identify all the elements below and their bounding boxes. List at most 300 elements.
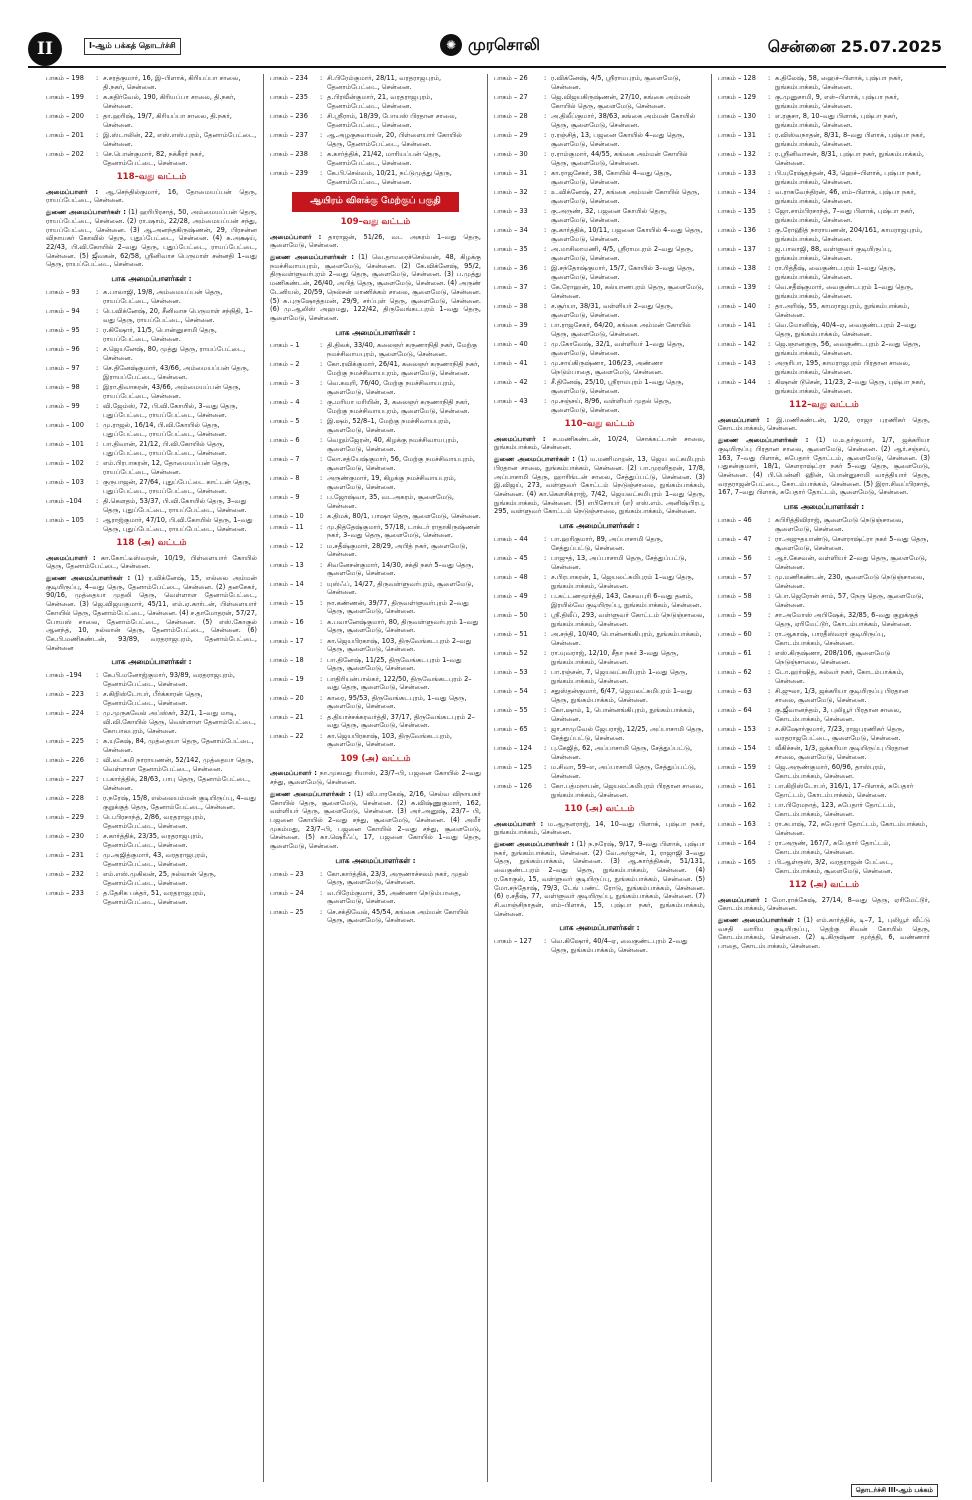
booth-code: பாகம் – 48 [494, 572, 528, 581]
dateline: சென்னை 25.07.2025 [767, 37, 942, 56]
section-subheading: பாக அமைப்பாளர்கள் : [335, 855, 416, 865]
booth-code: பாகம் – 226 [46, 755, 84, 764]
booth-assignee: இ.ஸ்டாலின், 22, எஸ்.எஸ்.புரம், தேனாம்பேட்டை, சென்னை. [103, 131, 257, 148]
booth-assignee: ச.கார்த்திக், 23/35, வரதராஜபுரம், தேனாம்பேட்டை, சென்னை. [103, 831, 204, 849]
booth-entry [718, 573, 930, 590]
booth-code: பாகம் – 63 [718, 686, 752, 695]
booth-code: பாகம் – 202 [46, 150, 84, 158]
booth-assignee: டோ.ஹர்ஷித், சுல்வர் நகர், கோடம்பாக்கம், சென்னை. [775, 667, 904, 685]
booth-assignee: ச.ஜெயனேஷ், 80, முத்து தெரு, ராயப்பேட்டை, சென்னை. [103, 344, 246, 362]
separator: : [320, 712, 323, 721]
booth-code: பாகம் – 165 [718, 857, 756, 866]
separator: : [768, 150, 771, 158]
booth-entry [270, 474, 481, 491]
booth-code: பாகம் – 25 [270, 907, 304, 916]
booth-assignee: ஜெ.ஞானகுரு, 56, வைகுண்டபுரம் 2–வது தெரு, நுங்கம்பாக்கம், சென்னை. [775, 340, 921, 357]
booth-assignee: மு.கோவேஷ், 32/1, வள்ளியர் 1–வது தெரு, சூளைமேடு, சென்னை. [551, 340, 685, 357]
booth-entry [46, 150, 257, 167]
booth-assignee: பா.திவான், 21/12, பி.வி.கோயில் தெரு, புதுப்பேட்டை, ராயப்பேட்டை, சென்னை. [103, 439, 227, 457]
booth-entry [718, 264, 930, 281]
separator: : [544, 667, 547, 676]
separator: : [768, 667, 771, 676]
booth-entry [46, 112, 257, 129]
booth-code: பாகம் – 36 [494, 264, 528, 272]
booth-entry [46, 345, 257, 362]
booth-assignee: வீகிச்சன், 1/3, ஜக்கரியா குடியிருப்பு பிரதான சாலை, சூளைமேடு, சென்னை. [775, 743, 909, 761]
role-details: சு.மணிகண்டன், 10/24, சொக்கட்டான் சாலை, நுங்கம்பாக்கம், சென்னை. [494, 434, 705, 452]
booth-code: பாகம் – 65 [494, 724, 528, 733]
booth-code: பாகம் –104 [46, 496, 82, 505]
booth-entry [46, 756, 257, 773]
booth-code: பாகம் – 96 [46, 344, 80, 353]
booth-code: பாகம் – 46 [718, 515, 752, 524]
booth-assignee: கிஷான் டூசென், 11/23, 2–வது தெரு, புஷ்பா நகர், நுங்கம்பாக்கம், சென்னை. [775, 378, 926, 395]
separator: : [320, 493, 323, 502]
booth-entry [718, 112, 930, 129]
booth-entry [270, 493, 481, 510]
booth-assignee: சி.ஜுலா, 1/3, ஜக்கரியா குடியிருப்பு பிரதான சாலை, சூளைமேடு, சென்னை. [775, 686, 909, 704]
separator: : [768, 781, 771, 790]
separator: : [768, 515, 771, 524]
separator: : [544, 553, 547, 562]
booth-assignee: வெறும்ஜேரன், 40, கிழக்கு நமச்சிவாயபுரம், சூளைமேடு, சென்னை. [327, 436, 459, 454]
booth-code: பாகம் – 95 [46, 325, 80, 334]
booth-assignee: ர.ராம்குமார், 44/55, கங்கை அம்மன் கோயில் தெரு, சூளைமேடு, சென்னை. [551, 150, 688, 167]
booth-assignee: அ.திலீப்குமார், 38/63, கங்கை அம்மன் கோயில் தெரு, சூளைமேடு, சென்னை. [551, 112, 696, 129]
booth-code: பாகம் – 62 [718, 667, 752, 676]
booth-entry [270, 417, 481, 434]
separator: : [768, 857, 771, 866]
booth-code: பாகம் – 200 [46, 112, 84, 120]
ward-heading: 118 (அ) வட்டம் [116, 538, 187, 549]
booth-entry [718, 839, 930, 856]
separator: : [544, 648, 547, 657]
separator: : [544, 207, 547, 215]
booth-assignee: ரா.ரித்தீஷ், வைகுண்டபுரம் 1–வது தெரு, நுங்கம்பாக்கம், சென்னை. [775, 264, 896, 281]
booth-entry [270, 150, 481, 167]
separator: : [544, 112, 547, 120]
booth-entry [718, 150, 930, 167]
booth-code: பாகம் – 44 [494, 534, 528, 543]
organiser-paragraph [718, 436, 930, 497]
booth-code: பாகம் – 229 [46, 812, 84, 821]
booth-assignee: உ.விக்னேஷ், 27, கங்கை அம்மன் கோயில் தெரு, சூளைமேடு, சென்னை. [551, 188, 700, 205]
booth-entry [718, 188, 930, 205]
separator: : [96, 344, 99, 353]
booth-code: பாகம் – 12 [270, 541, 304, 550]
booth-assignee: வி.ஜேம்ஸ், 72, பி.வி.கோயில், 3–வது தெரு, புதுப்பேட்டை, ராயப்பேட்டை, சென்னை. [103, 401, 238, 419]
booth-entry [270, 908, 481, 925]
booth-entry [494, 131, 705, 148]
booth-assignee: ப.ஜோஷ்வா, 35, வடஅகரம், சூளைமேடு, சென்னை. [327, 493, 455, 511]
booth-assignee: த.தேசிக பக்தர், 51, வரதராஜபுரம், தேனாம்பேட்டை, சென்னை. [103, 888, 206, 906]
booth-code: பாகம் – 40 [494, 340, 528, 348]
separator: : [96, 363, 99, 372]
booth-assignee: க.திலேஷ், 58, ஹைச்–பிளாக், புஷ்பா நகர், நுங்கம்பாக்கம், சென்னை. [775, 74, 903, 91]
separator: : [96, 709, 99, 718]
booth-assignee: த.பிரவீன்குமார், 21, வரதராஜபுரம், தேனாம்பேட்டை, சென்னை. [327, 93, 433, 110]
booth-code: பாகம் – 129 [718, 93, 756, 101]
booth-assignee: வ.பிரேம்குமார், 35, அண்ணா நெடும்பாதை, சூளைமேடு, சென்னை. [327, 888, 461, 906]
booth-code: பாகம் – 5 [270, 417, 300, 426]
booth-assignee: கோ.கார்த்திக், 23/3, அருணாச்சலம் நகர், முதல் தெரு, சூளைமேடு, சென்னை. [327, 869, 469, 887]
booth-code: பாகம் – 140 [718, 302, 756, 310]
booth-code: பாகம் – 142 [718, 340, 756, 348]
booth-code: பாகம் – 144 [718, 378, 756, 386]
separator: : [544, 378, 547, 386]
booth-assignee: தா.அரிஷ், 55, காமராஜபுரம், நுங்கம்பாக்கம், சென்னை. [775, 302, 910, 319]
separator: : [96, 287, 99, 296]
booth-entry [494, 245, 705, 262]
role-label: துணை அமைப்பாளர்கள் : [270, 253, 354, 262]
separator: : [768, 74, 771, 82]
booth-assignee: ரா.அஜுதயாண்டு, சௌராஷ்ட்ரா நகர் 5–வது தெரு, சூளைமேடு, சென்னை. [775, 534, 929, 552]
booth-assignee: ச.பிரபாகரன், 1, ஜெயலட்சுமிபுரம் 1–வது தெரு, நுங்கம்பாக்கம், சென்னை. [551, 572, 694, 590]
booth-code: பாகம் – 10 [270, 512, 304, 521]
separator: : [768, 264, 771, 272]
role-label: அமைப்பாளர் : [46, 553, 96, 562]
separator: : [96, 496, 99, 505]
booth-assignee: ச.கிஷோர்குமார், 7/23, ராஜபுரணிகர் தெரு, வரதராஜபேட்டை, சூளைமேடு, சென்னை. [775, 724, 905, 742]
role-details: (1) ர.விக்னேஷ், 15, எல்லை அம்மன் குடியிருப்பு, 4–வது தெரு, தேனாம்பேட்டை, சென்னை. (2) தனசேகர், 90/16, முத்தையா முதலி தெரு, வெள்ளாள தேனாம்பேட்டை, சென்னை. (3) ஜெ.விஜயகுமார், 45/11, எம்.ஏ.கார்டன், பிள்ளையார் கோயில் தெரு, தேனாம்பேட்டை, சென்னை. (4) ச.தாமோதரன், 57/27, போயஸ் சாலை, தேனாம்பேட்டை, சென்னை. (5) எஸ்.கோகுல் ஆனந்த், 10, நல்லான் தெரு, தேனாம்பேட்டை, சென்னை. (6) கே.பி.மணிகண்டன், 93/89, வரதராஜபுரம், தேனாம்பேட்டை, சென்னை [46, 574, 257, 652]
booth-assignee: சு.கதிர்வேல், 190, கிரியப்பா சாலை, தி.நகர், சென்னை. [103, 93, 236, 110]
booth-entry [46, 690, 257, 707]
booth-entry [718, 630, 930, 647]
separator: : [96, 888, 99, 897]
booth-assignee: ஜா.சாமுவேல் ஜேபராஜ், 12/25, அப்பாசாமி தெரு, சேத்துப்பட்டு, சென்னை. [551, 724, 704, 742]
booth-entry [494, 554, 705, 571]
booth-entry [46, 364, 257, 381]
booth-assignee: கு.மரியா மரியின், 3, கலைஞர் கருணாநிதி நகர், மேற்கு நமச்சிவாயபுரம், சூளைமேடு, சென்னை. [327, 398, 470, 416]
booth-assignee: மு.மணிகண்டன், 230, சூளைமேடு நெடுஞ்சாலை, சென்னை. [775, 572, 925, 590]
column [488, 74, 712, 1482]
booth-entry [46, 497, 257, 514]
separator: : [768, 629, 771, 638]
booth-assignee: பெ.விக்னேஷ், 20, சீனிவாச பெருமாள் சந்நிதி, 1–வது தெரு, ராயப்பேட்டை, சென்னை. [103, 306, 253, 324]
booth-assignee: ஆர்.கேசவன், வள்ளியர் 2–வது தெரு, சூளைமேடு, சென்னை. [775, 553, 927, 571]
booth-code: பாகம் – 98 [46, 382, 80, 391]
role-details: (1) ஹரிபிரசாத், 50, அம்மையப்பன் தெரு, ராயப்பேட்டை, சென்னை. (2) ரா.ஷாம், 22/28, அம்மையப்பன் சந்து, ராயப்பேட்டை, சென்னை. (3) ஆ.அனந்தகிருஷ்ணன், 29, பிரசன்ன விநாயகர் கோவில் தெரு, புதுப்பேட்டை, சென்னை. (4) சு.அக்ஷய், 22/43, பி.வி.கோயில் 2–வது தெரு, புதுப்பேட்டை, ராயப்பேட்டை, சென்னை. (5) ஜீவகன், 62/58, ஸ்ரீனிவாச பெருமாள் சன்னதி 1–வது தெரு, ராயப்பேட்டை, சென்னை. [46, 208, 257, 269]
booth-code: பாகம் – 127 [494, 937, 532, 946]
booth-entry [718, 706, 930, 723]
section-subheading: பாக அமைப்பாளர்கள் : [111, 274, 192, 284]
separator: : [544, 781, 547, 790]
booth-assignee: ஆ.அழகுசுவாமன், 20, பிள்ளையார் கோயில் தெரு, தேனாம்பேட்டை, சென்னை. [327, 131, 462, 148]
separator: : [320, 693, 323, 702]
booth-code: பாகம் – 11 [270, 522, 304, 531]
booth-entry [718, 74, 930, 91]
booth-entry [270, 341, 481, 358]
booth-assignee: ப.சுட்டணமூர்த்தி, 143, கேசவபுரி 6–வது தனம், இரயில்வே குடியிருப்பு, நுங்கம்பாக்கம், சென்னை. [551, 591, 702, 609]
booth-assignee: ர.ரஞ்சித், 13, பஜனை கோயில் 4–வது தெரு, சூளைமேடு, சென்னை. [551, 131, 685, 148]
separator: : [544, 321, 547, 329]
separator: : [320, 112, 323, 120]
separator: : [768, 553, 771, 562]
booth-entry [718, 801, 930, 818]
booth-code: பாகம் – 28 [494, 112, 528, 120]
booth-code: பாகம் – 9 [270, 493, 300, 502]
separator: : [96, 306, 99, 315]
separator: : [544, 359, 547, 367]
booth-assignee: ரா.அருண், 167/7, சுபேதார் தோட்டம், கோடம்பாக்கம், சென்னை. [775, 838, 891, 856]
booth-code: பாகம் – 138 [718, 264, 756, 272]
ward-heading: 110 (அ) வட்டம் [564, 804, 635, 815]
booth-entry [718, 93, 930, 110]
separator: : [320, 512, 323, 521]
separator: : [544, 610, 547, 619]
role-label: அமைப்பாளர் : [718, 895, 768, 904]
booth-assignee: ர.ஸ்ரீனிவாசன், 8/31, புஷ்பா நகர், நுங்கம்பாக்கம், சென்னை. [775, 150, 924, 167]
booth-entry [270, 561, 481, 578]
booth-assignee: இரா.திவாகரன், 43/66, அம்மையப்பன் தெரு, ராயப்பேட்டை, சென்னை. [103, 382, 241, 400]
booth-code: பாகம் – 47 [718, 534, 752, 543]
booth-assignee: நா.கண்ணன், 39/77, திருவள்ளுவர்புரம் 2–வது தெரு, சூளைமேடு, சென்னை. [327, 598, 469, 616]
booth-code: பாகம் – 52 [494, 648, 528, 657]
booth-assignee: ச.கிறிஸ்டோபர், பீர்க்காரன் தெரு, தேனாம்பேட்டை, சென்னை. [103, 690, 203, 707]
booth-assignee: சீ.தினேஷ், 25/10, ஸ்ரீராமபுரம் 1–வது தெரு, சூளைமேடு, சென்னை. [551, 378, 684, 395]
booth-assignee: கோ.ஷாம், 1, பொன்னங்கிபுரம், நுங்கம்பாக்கம், சென்னை. [551, 705, 695, 723]
separator: : [768, 112, 771, 120]
separator: : [768, 359, 771, 367]
booth-assignee: கோ.ரவிக்குமார், 26/41, கலைஞர் கருணாநிதி நகர், மேற்கு நமச்சிவாயபுரம், சூளைமேடு, சென்னை. [327, 360, 480, 378]
role-details: (1) எம்.கார்த்திக், டி–7, 1, புலியூர் வீட்டு வசதி வாரிய குடியிருப்பு, தெற்கு சிவன் கோயில் தெரு, கோடம்பாக்கம், சென்னை. (2) டி.கிருஷ்ண மூர்த்தி, 6, வண்ணார் பாதை, கோடம்பாக்கம், சென்னை. [718, 916, 930, 951]
booth-entry [46, 516, 257, 533]
booth-code: பாகம் – 60 [718, 629, 752, 638]
separator: : [544, 397, 547, 405]
booth-entry [494, 630, 705, 647]
booth-assignee: த.தியாச்சக்கரவர்த்தி, 37/17, திருவேங்கடபுரம் 2–வது தெரு, சூளைமேடு, சென்னை. [327, 712, 475, 730]
role-details: மோ.ராக்கேஷ், 27/14, 8–வது தெரு, ஏரிமேட்டூர், கோடம்பாக்கம், சென்னை. [718, 895, 930, 913]
separator: : [768, 302, 771, 310]
separator: : [768, 188, 771, 196]
booth-entry [494, 668, 705, 685]
booth-entry [718, 340, 930, 357]
booth-code: பாகம் – 201 [46, 131, 84, 139]
booth-code: பாகம் – 35 [494, 245, 528, 253]
booth-code: பாகம் – 153 [718, 724, 756, 733]
booth-entry [270, 360, 481, 377]
booth-code: பாகம் – 134 [718, 188, 756, 196]
booth-code: பாகம் – 49 [494, 591, 528, 600]
booth-code: பாகம் – 57 [718, 572, 752, 581]
booth-code: பாகம் – 51 [494, 629, 528, 638]
role-details: கா.கோட்டீஸ்வரன், 10/19, பிள்ளையார் கோயில் தெரு, தேனாம்பேட்டை, சென்னை. [46, 553, 257, 571]
booth-assignee: எஸ்.கிருஷ்ணா, 208/106, சூளைமேடு நெடுஞ்சாலை, சென்னை. [775, 648, 891, 666]
booth-code: பாகம் – 105 [46, 515, 84, 524]
booth-code: பாகம் – 236 [270, 112, 308, 120]
booth-code: பாகம் – 141 [718, 321, 756, 329]
separator: : [768, 800, 771, 809]
separator: : [768, 648, 771, 657]
separator: : [768, 838, 771, 847]
booth-entry [494, 706, 705, 723]
booth-code: பாகம் – 43 [494, 397, 528, 405]
role-label: அமைப்பாளர் : [494, 819, 544, 828]
booth-entry [494, 264, 705, 281]
separator: : [768, 321, 771, 329]
booth-assignee: காரை, 95/53, திருவேங்கடபுரம், 1–வது தெரு, சூளைமேடு, சென்னை. [327, 693, 467, 711]
booth-entry [494, 150, 705, 167]
role-details: நா.முகமது ரியாஸ், 23/7–பி, பஜனை கோயில் 2–வது சந்து, சூளைமேடு, சென்னை. [270, 769, 481, 787]
separator: : [96, 458, 99, 467]
separator: : [768, 572, 771, 581]
booth-assignee: வி.லட்சுமி நாராயணன், 52/142, முத்தையா தெரு, வெள்ளாள தேனாம்பேட்டை, சென்னை. [103, 755, 254, 773]
booth-entry [718, 226, 930, 243]
ward-heading: 112 (அ) வட்டம் [788, 880, 860, 891]
booth-assignee: சுபிரித்திவிராஜ், சூளைமேடு நெடுஞ்சாலை, சூளைமேடு, சென்னை. [775, 515, 904, 533]
booth-code: பாகம் – 135 [718, 207, 756, 215]
role-details: ஆ.செந்தில்குமார், 16, தோமையப்பன் தெரு, ராயப்பேட்டை, சென்னை. [46, 187, 257, 205]
separator: : [544, 705, 547, 714]
booth-entry [270, 637, 481, 654]
booth-entry [494, 687, 705, 704]
booth-assignee: ஸ்ரீ.திலீப், 293, வள்ளுவர் கோட்டம் நெடுஞ்சாலை, நுங்கம்பாக்கம், சென்னை. [551, 610, 705, 628]
booth-assignee: ஜோ.சாம்பிரசாந்த், 7–வது பிளாக், புஷ்பா நகர், நுங்கம்பாக்கம், சென்னை. [775, 207, 915, 224]
booth-entry [718, 378, 930, 395]
booth-code: பாகம் – 30 [494, 150, 528, 158]
booth-entry [270, 889, 481, 906]
role-label: துணை அமைப்பாளர்கள் : [718, 436, 809, 445]
separator: : [768, 378, 771, 386]
booth-entry [46, 870, 257, 887]
separator: : [96, 401, 99, 410]
role-label: துணை அமைப்பாளர்கள் : [270, 789, 352, 798]
separator: : [96, 93, 99, 101]
booth-entry [494, 378, 705, 395]
booth-code: பாகம் – 55 [494, 705, 528, 714]
organiser-paragraph [46, 208, 257, 269]
booth-code: பாகம் – 21 [270, 712, 304, 721]
separator: : [320, 150, 323, 158]
booth-code: பாகம் – 18 [270, 655, 304, 664]
separator: : [544, 937, 547, 946]
booth-code: பாகம் – 232 [46, 869, 84, 878]
booth-entry [270, 675, 481, 692]
booth-code: பாகம் – 126 [494, 781, 532, 790]
booth-assignee: அ.சந்தி, 10/40, பொன்னங்கிபுரம், நுங்கம்பாக்கம், சென்னை. [551, 629, 702, 647]
booth-entry [270, 656, 481, 673]
booth-assignee: செ.சக்திவேல், 45/54, கங்கை அம்மன் கோயில் தெரு, சூளைமேடு, சென்னை. [327, 907, 469, 925]
booth-code: பாகம் – 61 [718, 648, 752, 657]
separator: : [544, 534, 547, 543]
booth-entry [46, 709, 257, 735]
booth-entry [718, 668, 930, 685]
role-label: அமைப்பாளர் : [718, 415, 770, 424]
role-label: அமைப்பாளர் : [270, 232, 322, 241]
separator: : [768, 340, 771, 348]
booth-assignee: தி.திலக், 33/40, கலைஞர் கருணாநிதி நகர், மேற்கு நமச்சிவாயபுரம், சூளைமேடு, சென்னை. [327, 341, 478, 359]
booth-assignee: தி.கௌதம், 53/37, பி.வி.கோயில் தெரு, 3–வது தெரு, புதுப்பேட்டை, ராயப்பேட்டை, சென்னை. [103, 496, 247, 514]
booth-code: பாகம் – 20 [270, 693, 304, 702]
separator: : [768, 226, 771, 234]
booth-entry [270, 618, 481, 635]
booth-entry [270, 599, 481, 616]
booth-entry [494, 340, 705, 357]
booth-entry [46, 440, 257, 457]
booth-assignee: அருண்குமார், 19, கிழக்கு நமச்சிவாயபுரம், சூளைமேடு, சென்னை. [327, 474, 456, 492]
role-label: துணை அமைப்பாளர்கள் : [494, 840, 574, 848]
booth-entry [46, 93, 257, 110]
booth-entry [494, 782, 705, 799]
organiser-paragraph [270, 790, 481, 851]
organiser-paragraph [270, 769, 481, 786]
booth-code: பாகம் – 34 [494, 226, 528, 234]
booth-entry [718, 858, 930, 875]
role-label: துணை அமைப்பாளர்கள் : [494, 455, 575, 464]
separator: : [544, 264, 547, 272]
booth-entry [270, 379, 481, 396]
booth-assignee: ஜ.பாலாஜி, 88, வள்ளுவர் குடியிருப்பு, நுங்கம்பாக்கம், சென்னை. [775, 245, 892, 262]
separator: : [320, 655, 323, 664]
booth-entry [46, 131, 257, 148]
booth-assignee: சு.யுகேஷ், 84, முத்தையா தெரு, தேனாம்பேட்டை, சென்னை. [103, 736, 254, 754]
separator: : [768, 245, 771, 253]
separator: : [544, 283, 547, 291]
booth-entry [718, 592, 930, 609]
booth-code: பாகம் – 133 [718, 169, 756, 177]
booth-assignee: ம.சதீஷ்குமார், 28/29, அபித் நகர், சூளைமேடு, சென்னை. [327, 541, 468, 559]
separator: : [768, 743, 771, 752]
separator: : [96, 831, 99, 840]
booth-entry [494, 744, 705, 761]
booth-code: பாகம் – 22 [270, 731, 304, 740]
booth-assignee: சதுஸ்தன்குமார், 6/47, ஜெயலட்சுமிபுரம் 1–வது தெரு, நுங்கம்பாக்கம், சென்னை. [551, 686, 693, 704]
booth-code: பாகம் – 7 [270, 455, 300, 464]
booth-assignee: பொ.ஜெரோன் சாம், 57, நேரு தெரு, சூளைமேடு, சென்னை. [775, 591, 924, 609]
booth-code: பாகம் – 8 [270, 474, 300, 483]
separator: : [96, 515, 99, 524]
separator: : [96, 736, 99, 745]
separator: : [96, 150, 99, 158]
booth-assignee: சா.அமோஸ் அபிஷேக், 32/85, 6–வது குறுக்குத் தெரு, ஏரிமேட்டூர், கோடம்பாக்கம், சென்னை. [775, 610, 919, 628]
continued-to-label: தொடர்ச்சி III-ஆம் பக்கம் [851, 1484, 938, 1497]
booth-assignee: ர.விக்னேஷ், 4/5, ஸ்ரீராமபுரம், சூளைமேடு, சென்னை. [551, 74, 681, 91]
booth-assignee: பா.ஹரிகுமார், 89, அப்பாசாமி தெரு, சேத்துப்பட்டு, சென்னை. [551, 534, 663, 552]
role-label: அமைப்பாளர் : [494, 434, 546, 443]
separator: : [544, 572, 547, 581]
separator: : [320, 398, 323, 407]
separator: : [96, 131, 99, 139]
role-details: தாராஜன், 51/26, வட அகரம் 1–வது தெரு, சூளைமேடு, சென்னை. [270, 232, 481, 250]
booth-assignee: ஜெ.விஜயகிருஷ்ணன், 27/10, கங்கை அம்மன் கோயில் தெரு, சூளைமேடு, சென்னை. [551, 93, 691, 110]
booth-code: பாகம் – 164 [718, 838, 756, 847]
booth-entry [270, 169, 481, 186]
column [40, 74, 264, 1482]
separator: : [320, 731, 323, 740]
separator: : [544, 762, 547, 771]
booth-code: பாகம் – 6 [270, 436, 300, 445]
booth-assignee: ச.சரத்குமார், 16, இ–பிளாக், கிரியப்பா சாலை, தி.நகர், சென்னை. [103, 74, 241, 91]
separator: : [768, 724, 771, 733]
booth-assignee: பாஜுத், 13, அப்பாசாமி தெரு, சேத்துப்பட்டு, சென்னை. [551, 553, 687, 571]
booth-entry [46, 383, 257, 400]
separator: : [320, 674, 323, 683]
organiser-paragraph [718, 416, 930, 433]
booth-code: பாகம் – 238 [270, 150, 308, 158]
booth-code: பாகம் – 136 [718, 226, 756, 234]
role-details: ம.ஆருளராஜ், 14, 10–வது பிளாக், புஷ்பா நகர், நுங்கம்பாக்கம், சென்னை. [494, 819, 705, 837]
booth-entry [270, 732, 481, 749]
separator: : [768, 207, 771, 215]
separator: : [320, 169, 323, 177]
booth-entry [46, 813, 257, 830]
booth-entry [494, 573, 705, 590]
booth-code: பாகம் – 56 [718, 553, 752, 562]
separator: : [768, 686, 771, 695]
booth-code: பாகம் – 161 [718, 781, 756, 790]
separator: : [96, 325, 99, 334]
booth-code: பாகம் – 233 [46, 888, 84, 897]
